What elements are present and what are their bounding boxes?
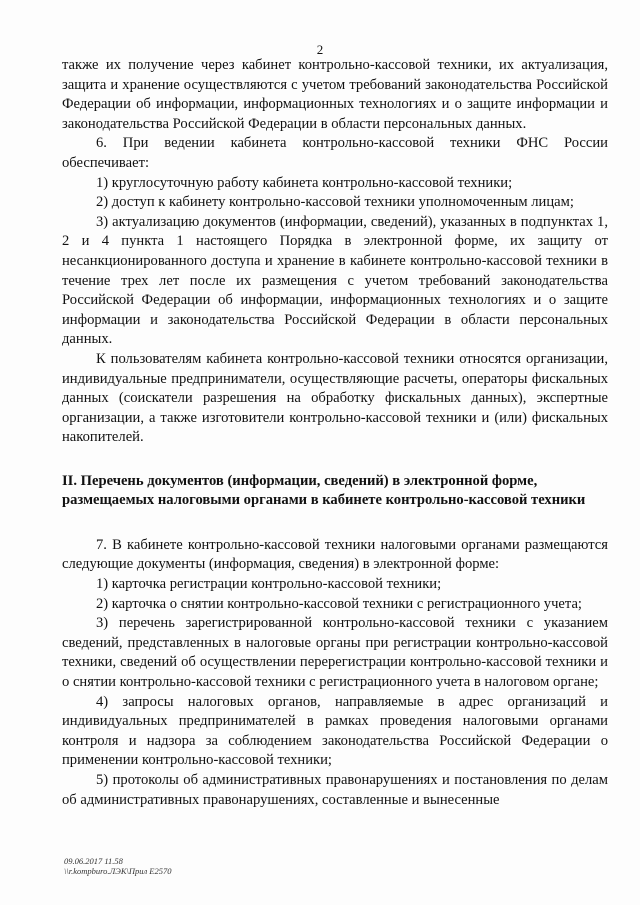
list-item: 2) доступ к кабинету контрольно-кассовой техники уполномоченным лицам; xyxy=(96,194,574,211)
paragraph-continuation: также их получение через кабинет контрольно-кассовой техники, их актуализация, защита и хранение осуществляются с учетом требований законодательства Российской Федерации об информации, информационных технологиях и о защите информации и законодательства Российской Федерации в области персональных данных. xyxy=(62,57,608,132)
list-item: 3) актуализацию документов (информации, сведений), указанных в подпунктах 1, 2 и 4 пункта 1 настоящего Порядка в электронной форме, их защиту от несанкционированного доступа и хранение в кабинете контрольно-кассовой техники в течение трех лет после их размещения с учетом требований законодательства Российской Федерации об информации, информационных технологиях и о защите информации и законодательства Российской Федерации в области персональных данных. xyxy=(62,213,608,348)
section-heading-line-2: размещаемых налоговыми органами в кабинете контрольно-кассовой техники xyxy=(62,491,586,508)
spacer xyxy=(62,448,608,472)
list-item: 3) перечень зарегистрированной контрольно-кассовой техники с указанием сведений, представленных в налоговые органы при регистрации контрольно-кассовой техники, сведений об осуществлении перерегистрации контрольно-кассовой техники и о снятии контрольно-кассовой техники с регистрационного учета в налоговом органе; xyxy=(62,615,608,691)
page-number: 2 xyxy=(316,42,324,57)
list-item: 1) круглосуточную работу кабинета контрольно-кассовой техники; xyxy=(96,174,513,191)
list-item: 1) карточка регистрации контрольно-кассовой техники; xyxy=(96,576,442,593)
document-body xyxy=(62,56,608,810)
section-heading-line-1: II. Перечень документов (информации, сведений) в электронной форме, xyxy=(62,472,538,489)
paragraph-users: К пользователям кабинета контрольно-кассовой техники относятся организации, индивидуальные предприниматели, осуществляющие расчеты, операторы фискальных данных (соискатели разрешения на обработку фискальных данных), экспертные организации, а также изготовители контрольно-кассовой техники и (или) фискальных накопителей. xyxy=(62,350,608,446)
list-item: 2) карточка о снятии контрольно-кассовой техники с регистрационного учета; xyxy=(96,595,582,612)
paragraph-item-6: 6. При ведении кабинета контрольно-кассовой техники ФНС России обеспечивает: xyxy=(62,135,608,171)
spacer xyxy=(62,510,608,536)
paragraph-item-7: 7. В кабинете контрольно-кассовой техники налоговыми органами размещаются следующие документы (информация, сведения) в электронной форме: xyxy=(62,536,608,573)
list-item: 4) запросы налоговых органов, направляемые в адрес организаций и индивидуальных предпринимателей в рамках проведения налоговыми органами контроля и надзора за соблюдением законодательства Российской Федерации о применении контрольно-кассовой техники; xyxy=(62,693,608,769)
footer-file-path: \\r.kompburo.ЛЭК\Прил Е2570 xyxy=(64,866,172,876)
footer-timestamp: 09.06.2017 11.58 xyxy=(64,856,123,866)
list-item: 5) протоколы об административных правонарушениях и постановления по делам об административных правонарушениях, составленные и вынесенные xyxy=(62,772,608,808)
file-footer xyxy=(64,856,171,876)
